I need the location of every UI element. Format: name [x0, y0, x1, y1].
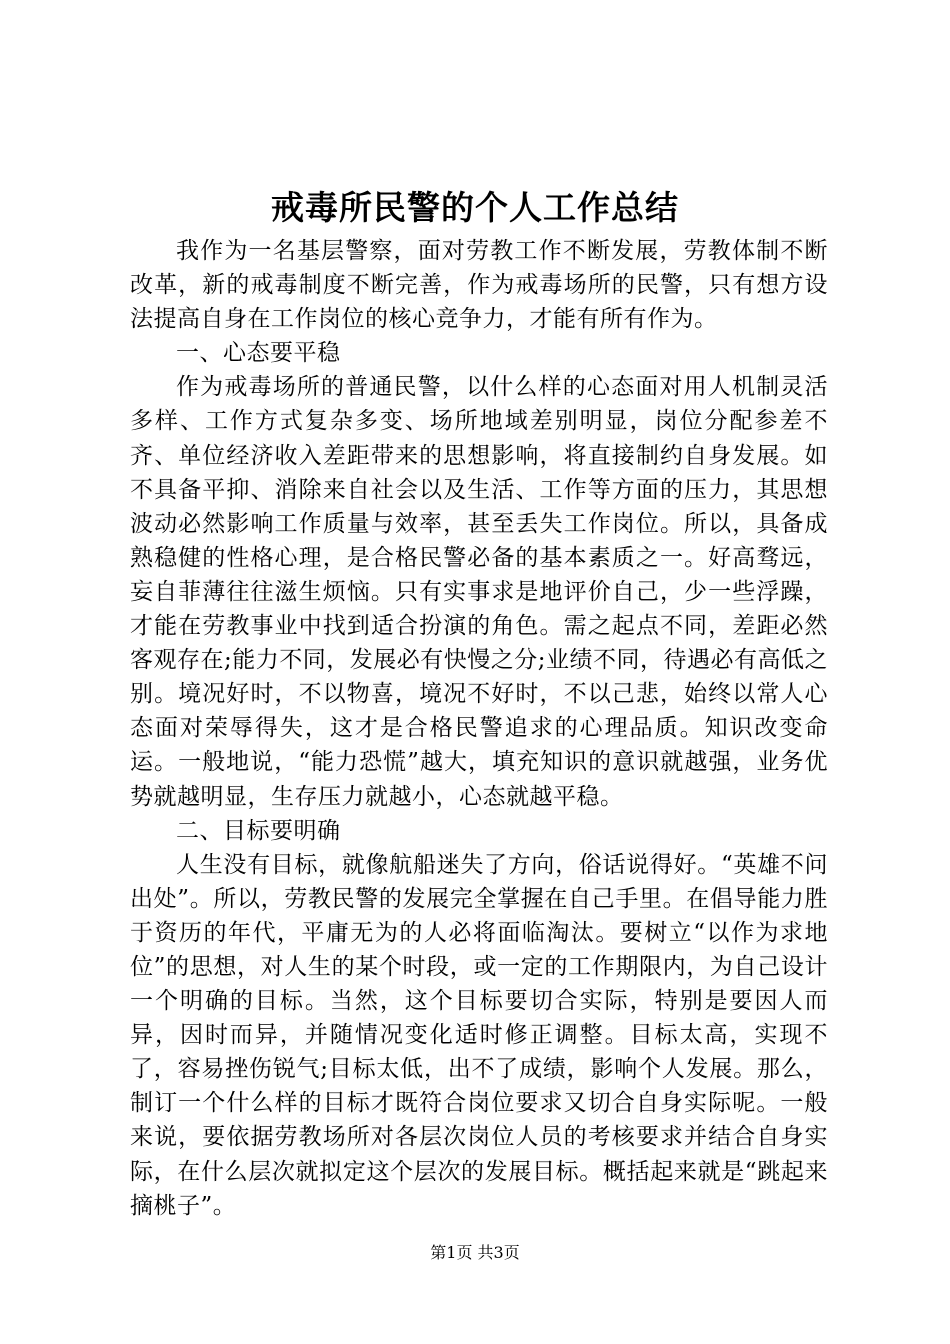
document-title: 戒毒所民警的个人工作总结 — [271, 188, 679, 227]
intro-paragraph: 我作为一名基层警察，面对劳教工作不断发展，劳教体制不断改革，新的戒毒制度不断完善，作为戒毒场所的民警，只有想方设法提高自身在工作岗位的核心竞争力，才能有所有作为。 — [130, 238, 828, 333]
section-heading-1: 一、心态要平稳 — [176, 340, 341, 367]
section-heading-2: 二、目标要明确 — [176, 817, 341, 844]
section-2-paragraph: 人生没有目标，就像航船迷失了方向，俗话说得好。“英雄不问出处”。所以，劳教民警的发展完全掌握在自己手里。在倡导能力胜于资历的年代，平庸无为的人必将面临淘汰。要树立“以作为求地位”的思想，对人生的某个时段，或一定的工作期限内，为自己设计一个明确的目标。当然，这个目标要切合实际，特别是要因人而异，因时而异，并随情况变化适时修正调整。目标太高，实现不了，容易挫伤锐气;目标太低，出不了成绩，影响个人发展。那么，制订一个什么样的目标才既符合岗位要求又切合自身实际呢。一般来说，要依据劳教场所对各层次岗位人员的考核要求并结合自身实际，在什么层次就拟定这个层次的发展目标。概括起来就是“跳起来摘桃子”。 — [130, 851, 828, 1219]
document-body — [130, 234, 828, 1223]
page-footer: 第1页 共3页 — [430, 1243, 520, 1262]
section-1-paragraph: 作为戒毒场所的普通民警，以什么样的心态面对用人机制灵活多样、工作方式复杂多变、场所地域差别明显，岗位分配参差不齐、单位经济收入差距带来的思想影响，将直接制约自身发展。如不具备平抑、消除来自社会以及生活、工作等方面的压力，其思想波动必然影响工作质量与效率，甚至丢失工作岗位。所以，具备成熟稳健的性格心理，是合格民警必备的基本素质之一。好高骛远，妄自菲薄往往滋生烦恼。只有实事求是地评价自己，少一些浮躁，才能在劳教事业中找到适合扮演的角色。需之起点不同，差距必然客观存在;能力不同，发展必有快慢之分;业绩不同，待遇必有高低之别。境况好时，不以物喜，境况不好时，不以己悲，始终以常人心态面对荣辱得失，这才是合格民警追求的心理品质。知识改变命运。一般地说，“能力恐慌”越大，填充知识的意识就越强，业务优势就越明显，生存压力就越小，心态就越平稳。 — [130, 374, 828, 810]
